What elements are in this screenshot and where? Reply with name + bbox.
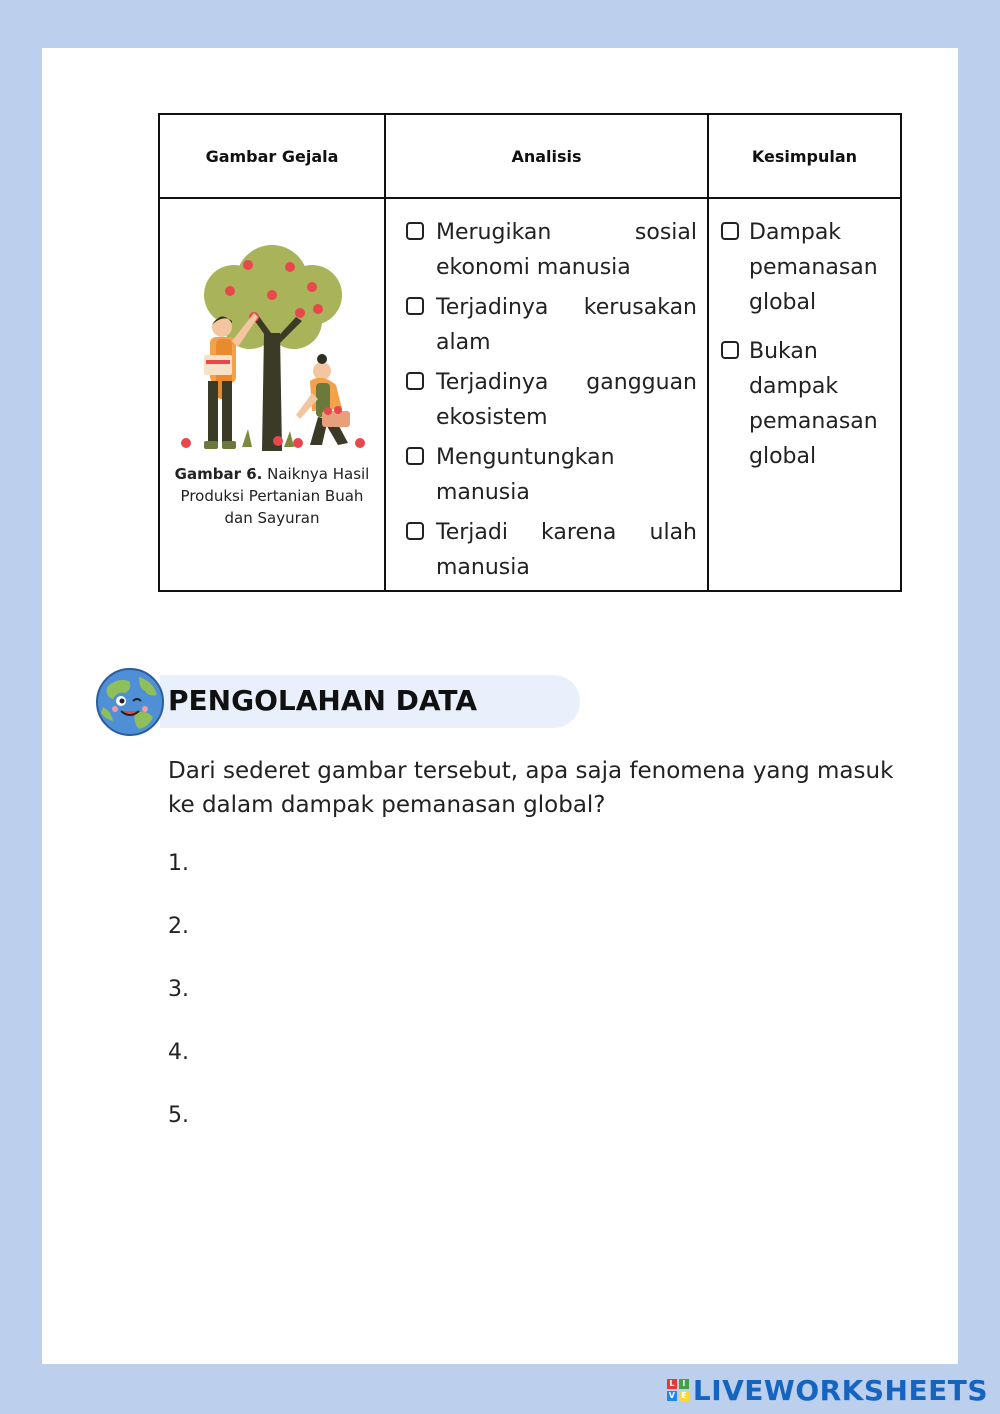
answer-number: 2. (168, 914, 189, 939)
answer-row (168, 846, 868, 909)
answer-input-3[interactable] (195, 976, 799, 1002)
analisis-checkbox-2[interactable] (406, 297, 424, 315)
kesimpulan-option-label: Bukan dampak pemanasan global (749, 339, 878, 469)
figure-caption (166, 463, 378, 529)
question-text: Dari sederet gambar tersebut, apa saja fenomena yang masuk ke dalam dampak pemanasan global? (168, 758, 894, 818)
list-item (406, 365, 697, 435)
list-item (406, 290, 697, 360)
table-header-row (159, 114, 901, 198)
header-kesimpulan: Kesimpulan (708, 114, 901, 198)
answer-number: 5. (168, 1103, 189, 1128)
analisis-option-label: Terjadinya kerusakan alam (436, 295, 697, 355)
analisis-option-label: Terjadi karena ulah manusia (436, 520, 697, 580)
analisis-cell (385, 198, 708, 591)
answer-row (168, 1098, 868, 1161)
brand-letter: L (667, 1379, 677, 1389)
liveworksheets-logo[interactable] (667, 1372, 988, 1408)
answer-row (168, 1035, 868, 1098)
tree-trunk (262, 333, 282, 451)
analisis-options (386, 199, 707, 585)
worksheet-page (42, 48, 958, 1364)
kesimpulan-checkbox-2[interactable] (721, 341, 739, 359)
list-item (721, 334, 892, 474)
answer-input-4[interactable] (195, 1039, 799, 1065)
brand-letter: V (668, 1391, 675, 1400)
analisis-option-label: Menguntungkan manusia (436, 445, 615, 505)
answer-number: 4. (168, 1040, 189, 1065)
answer-number: 3. (168, 977, 189, 1002)
kesimpulan-cell (708, 198, 901, 591)
answer-row (168, 909, 868, 972)
header-analisis: Analisis (385, 114, 708, 198)
woman-figure (296, 354, 350, 445)
brand-name: LIVEWORKSHEETS (692, 1373, 988, 1407)
kesimpulan-checkbox-1[interactable] (721, 222, 739, 240)
table-row (159, 198, 901, 591)
brand-letter: E (679, 1391, 689, 1401)
answer-input-1[interactable] (195, 850, 799, 876)
list-item (406, 440, 697, 510)
analisis-checkbox-4[interactable] (406, 447, 424, 465)
answer-list (168, 846, 868, 1161)
farmers-harvest-illustration (172, 233, 372, 453)
figure-caption-text: Naiknya Hasil Produksi Pertanian Buah dan Sayuran (180, 465, 370, 527)
list-item (406, 515, 697, 585)
image-cell (159, 198, 385, 591)
answer-input-2[interactable] (195, 913, 799, 939)
brand-letter: I (679, 1379, 689, 1389)
earth-globe-icon (95, 667, 165, 737)
list-item (406, 215, 697, 285)
figure-caption-label: Gambar 6. (174, 465, 263, 483)
answer-row (168, 972, 868, 1035)
analisis-checkbox-3[interactable] (406, 372, 424, 390)
analisis-checkbox-5[interactable] (406, 522, 424, 540)
analisis-checkbox-1[interactable] (406, 222, 424, 240)
section-title: PENGOLAHAN DATA (168, 684, 477, 717)
kesimpulan-option-label: Dampak pemanasan global (749, 220, 878, 315)
header-gambar-gejala: Gambar Gejala (159, 114, 385, 198)
brand-grid-icon (667, 1379, 689, 1401)
kesimpulan-options (709, 199, 900, 474)
list-item (721, 215, 892, 320)
analysis-table (158, 113, 902, 592)
analisis-option-label: Merugikan sosial ekonomi manusia (436, 220, 697, 280)
answer-number: 1. (168, 851, 189, 876)
answer-input-5[interactable] (195, 1102, 799, 1128)
analisis-option-label: Terjadinya gangguan ekosistem (436, 370, 697, 430)
